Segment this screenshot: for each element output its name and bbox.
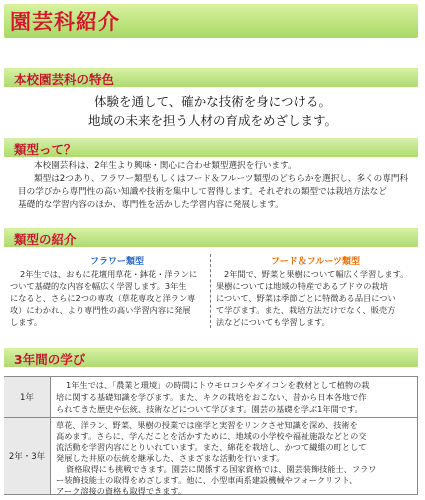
flower-line-2: ついて基礎的な内容を幅広く学習します。3年生	[10, 281, 187, 291]
section-title-type-intro: 類型の紹介	[14, 232, 77, 247]
food-fruit-type-label: フード＆フルーツ類型	[270, 257, 360, 267]
motto-line-2: 地域の未来を担う人材の育成をめざします。	[87, 113, 337, 128]
flower-line-3: になると、さらに2つの専攻（草花専攻と洋ラン専	[10, 293, 196, 303]
flower-line-4: 攻）にわかれ、より専門性の高い学習内容に発展	[10, 305, 191, 315]
page-title: 園芸科紹介	[10, 10, 120, 34]
food-line-2: 果樹については地域の特産であるブドウの栽培	[216, 281, 388, 291]
food-line-3: について、野菜は季節ごとに特徴ある品目につい	[216, 293, 396, 303]
type-paragraph-line-2: 類型は2つあり、フラワー類型もしくはフード＆フルーツ類型のどちらかを選択し、多くの専門科	[34, 174, 409, 184]
section-title-type-question: 類型って？	[14, 142, 77, 157]
year1-line-3: られてきた歴史や伝統、技術などについて学びます。園芸の基礎を学ぶ1年間です。	[56, 404, 363, 414]
year23-line-3: 流活動を学習内容にとりいれています。また、綿花を栽培し、かつて繊維の町として	[56, 442, 367, 452]
food-line-1: 2年間で、野菜と果樹について幅広く学習します。	[224, 269, 409, 279]
column-divider	[210, 254, 211, 328]
motto-line-1: 体験を通して、確かな技術を身につける。	[93, 94, 331, 109]
year23-line-2: 高めます。さらに、学んだことを活かすために、地域の小学校や福祉施設などとの交	[56, 431, 367, 441]
year23-line-6: ー装飾技能士の取得をめざします。他に、小型車両系建設機械やフォークリフト、	[56, 475, 358, 485]
year-cell-1: 1年	[4, 377, 51, 417]
flower-type-label: フラワー類型	[89, 257, 144, 267]
section-title-feature: 本校園芸科の特色	[14, 72, 115, 87]
food-line-5: 法などについても学習します。	[216, 317, 330, 327]
year23-line-7: アーク溶接の資格も取得できます。	[56, 486, 187, 496]
type-paragraph-line-4: 基礎的な学習内容のほか、専門性を活かした学習内容に発展します。	[18, 200, 284, 210]
flower-line-1: 2年生では、おもに花壇用草花・鉢花・洋ランに	[20, 269, 198, 279]
food-line-4: て学びます。また、栽培方法だけでなく、販売方	[216, 305, 396, 315]
section-title-three-years: 3年間の学び	[14, 352, 86, 367]
type-paragraph-line-3: 目の学びから専門性の高い知識や技術を集中して習得します。それぞれの類型では栽培方法など	[18, 187, 387, 197]
type-paragraph-line-1: 本校園芸科は、2年生より興味・関心に合わせ類型選択を行います。	[34, 161, 297, 171]
year1-line-2: 培に関する基礎知識を学びます。また、キクの栽培をおこない、昔から日本各地で作	[56, 392, 367, 402]
year1-line-1: 1年生では、「農業と環境」の時間にトウモロコシやダイコンを教材として植物の栽	[66, 380, 370, 390]
year23-line-5: 資格取得にも挑戦できます。園芸に関係する国家資格では、園芸装飾技能士、フラワ	[66, 464, 377, 474]
flower-line-5: します。	[10, 317, 43, 327]
year-cell-2-3: 2年・3年	[4, 418, 51, 494]
year23-line-1: 草花、洋ラン、野菜、果樹の授業では座学と実習をリンクさせ知識を深め、技術を	[56, 420, 358, 430]
year23-line-4: 発展した井原の伝統を継承した、さまざまな活動を行います。	[56, 453, 285, 463]
